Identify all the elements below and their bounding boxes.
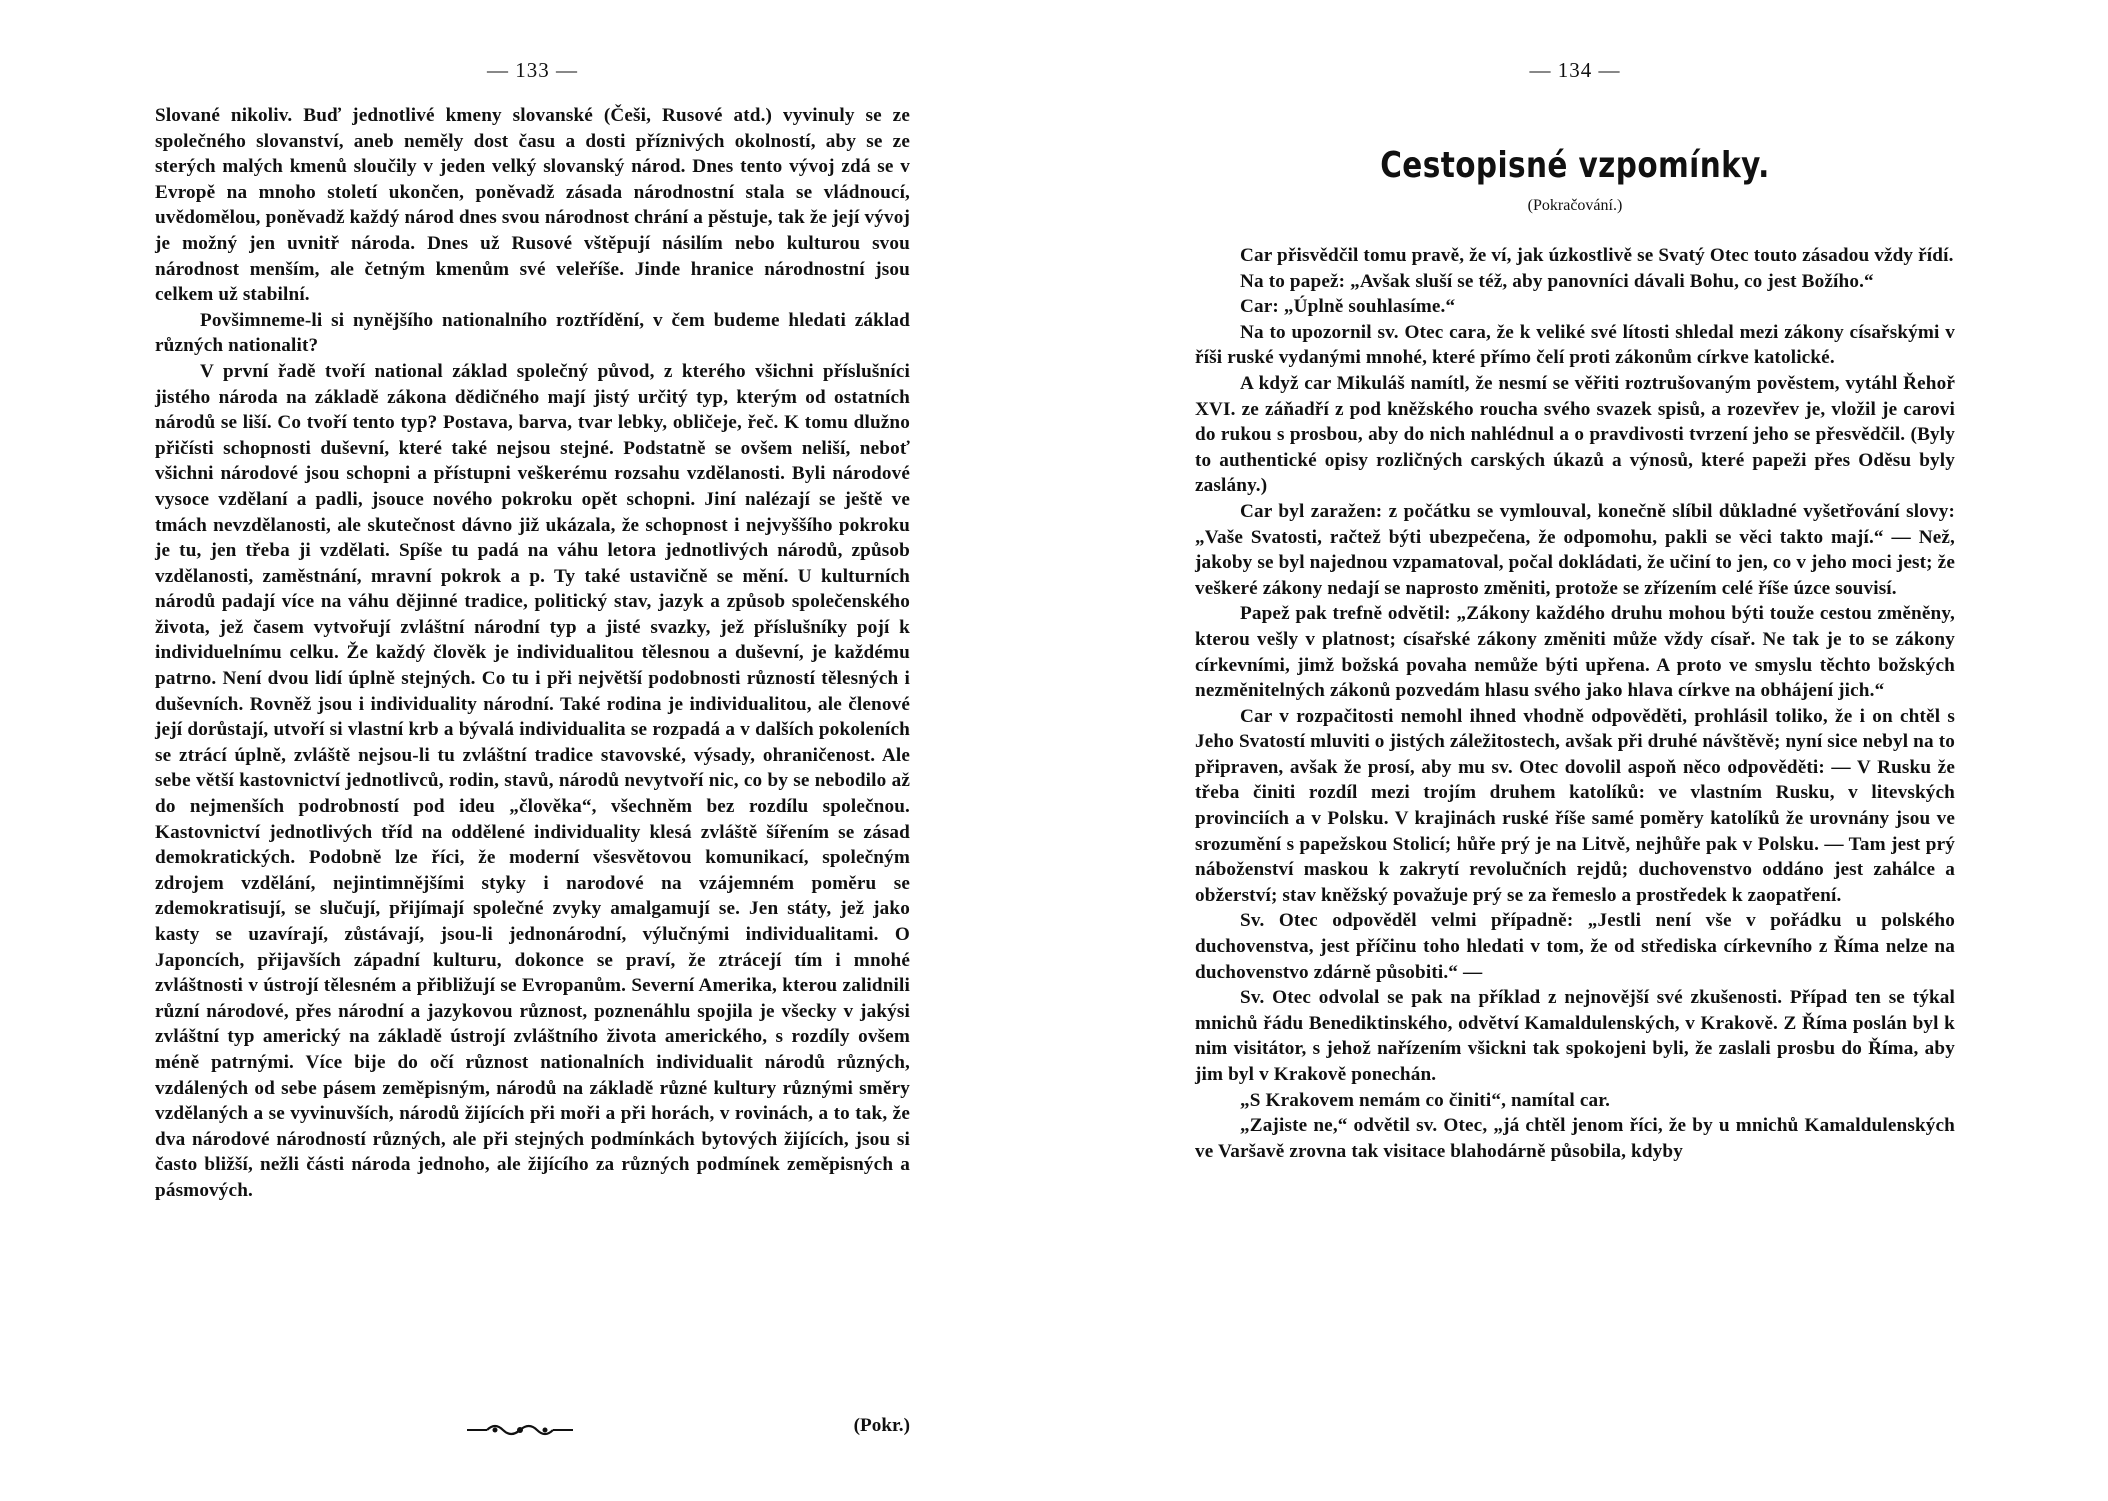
left-body-text <box>155 103 910 1204</box>
right-paragraph-3: Car: „Úplně souhlasíme.“ <box>1240 296 1456 318</box>
left-footer <box>155 1415 910 1445</box>
right-paragraph-7: Papež pak trefně odvětil: „Zákony každého druhu mohou býti touže cestou změněny, kterou vešly v platnost; císařské zákony změniti může vždy císař. Ne tak je to se zákony církevními, jimž božská povaha nemůže býti upřena. A proto ve smyslu těchto božských nezměnitelných zákonů pozvedám hlasu svého jako hlava církve na obhájení jich.“ <box>1195 603 1955 702</box>
right-paragraph-10: Sv. Otec odvolal se pak na příklad z nejnovější své zkušenosti. Případ ten se týkal mnichů řádu Benediktinského, odvětví Kamaldulenských, v Krakově. Z Říma poslán byl k nim visitátor, s jehož nařízením všickni tak spokojeni byli, že zaslali prosbu do Říma, aby jim byl v Krakově ponechán. <box>1195 987 1955 1085</box>
right-paragraph-1: Car přisvědčil tomu pravě, že ví, jak úzkostlivě se Svatý Otec touto zásadou vždy řídí. <box>1240 245 1954 266</box>
right-paragraph-9: Sv. Otec odpověděl velmi případně: „Jestli není vše v pořádku u polského duchovenstva, jest příčinu toho hledati v tom, že od střediska církevního z Říma nelze na duchovenstvo zdárně působiti.“ — <box>1195 910 1955 983</box>
right-paragraph-2: Na to papež: „Avšak sluší se též, aby panovníci dávali Bohu, co jest Božího.“ <box>1240 270 1874 292</box>
right-paragraph-5: A když car Mikuláš namítl, že nesmí se věřiti roztrušovaným pověstem, vytáhl Řehoř XVI. ze záňadří z pod kněžského roucha svého svazek spisů, a rozevřev je, vložil je carovi do rukou s prosbou, aby do nich nahlédnul a o pravdivosti tvrzení jeho se přesvědčil. (Byly to authentické opisy rozličných carských úkazů a výnosů, které papeži přes Oděsu byly zaslány.) <box>1195 372 1955 497</box>
left-paragraph-3: V první řadě tvoří national základ společný původ, z kterého všichni příslušníci jistého národa na základě zákona dědičného mají jistý určitý typ, kterým od ostatních národů se liší. Co tvoří tento typ? Postava, barva, tvar lebky, obličeje, řeč. K tomu dlužno přičísti schopnosti duševní, které také nejsou stejné. Podstatně se ovšem neliší, neboť všichni národové jsou schopni a přístupni veškerému rozsahu vzdělanosti. Byli národové vysoce vzdělaní a padli, jsouce nového pokroku opět schopni. Jiní nalézají se ještě ve tmách nevzdělanosti, ale skutečnost dávno již ukázala, že schopnost i nejvyššího pokroku je tu, jen třeba ji vzdělati. Spíše tu padá na váhu letora jednotlivých národů, způsob vzdělanosti, zaměstnání, mravní pokrok a p. Ty také ustavičně se mění. U kulturních národů padají více na váhu dějinné tradice, politický stav, jazyk a způsob společenského života, jež časem vytvořují zvláštní národní typ a jisté svazky, jež příslušníky pojí k individuelnímu celku. Že každý člověk je individualitou tělesnou a duševní, je každému patrno. Není dvou lidí úplně stejných. Co tu i při největší podobnosti růzností tělesných i duševních. Rovněž jsou i individuality národní. Také rodina je individualitou, ale členové její dorůstají, utvoří si vlastní krb a bývalá individualita se rozpadá a v dalších pokoleních se ztrácí úplně, zvláště nejsou-li tu zvláštní tradice stavovské, výsady, ohraničenost. Ale sebe větší kastovnictví jednotlivců, rodin, stavů, národů nevytvoří nic, co by se nebodilo až do nejmenších podrobností pod ideu „člověka“, všechněm bez rozdílu společnou. Kastovnictví jednotlivých tříd na oddělené individuality klesá zvláště šířením se zásad demokratických. Podobně lze říci, že moderní všesvětovou komunikací, společným zdrojem vzdělání, nejintimnějšími styky i narodové na vzájemném poměru se zdemokratisují, se slučují, přijímají společné zvyky amalgamují se. Jen státy, jež jako kasty se uzavírají, zůstávají, jsou-li jednonárodní, výlučnými individualitami. O Japoncích, přijavších západní kulturu, dokonce se praví, že ztrácejí tím i mnohé zvláštnosti v ústrojí tělesném a přibližují se Evropanům. Severní Amerika, kterou zalidnili různí národové, přes národní a jazykovou různost, poznenáhlu spojila je všecky v jakýsi zvláštní typ americký na základě ústrojí zvláštního života amerického, s rozdíly ovšem méně patrnými. Více bije do očí různost nationalních individualit národů různých, vzdálených od sebe pásem zeměpisným, národů na základě různé kultury různými směry vzdělaných a se vyvinuvších, národů žijících při moři a při horách, v rovinách, a to tak, že dva národové národností různých, ale při stejných podmínkách bytových žijících, jsou si často bližší, nežli části národa jednoho, ale žijícího za různých podmínek zeměpisných a pásmových. <box>155 360 910 1201</box>
right-paragraph-4: Na to upozornil sv. Otec cara, že k veliké své lítosti shledal mezi zákony císařskými v říši ruské vydanými mnohé, které přímo čelí proti zákonům církve katolické. <box>1195 321 1955 369</box>
right-body-text <box>1195 243 1955 1164</box>
article-subtitle: (Pokračování.) <box>1527 197 1623 214</box>
right-paragraph-8: Car v rozpačitosti nemohl ihned vhodně odpověděti, prohlásil toliko, že i on chtěl s Jeho Svatostí mluviti o jistých záležitostech, avšak při druhé návštěvě; nyní sice nebyl na to připraven, avšak že prosí, aby mu sv. Otec dovolil aspoň něco odpověděti: — V Rusku že třeba činiti rozdíl mezi trojím druhem katolíků: ve vlastním Rusku, v litevských provinciích a v Polsku. V krajinách ruské říše samé poměry katolíků že urovnány jsou ve srozumění s papežskou Stolicí; hůře prý je na Litvě, nejhůře pak v Polsku. — Tam jest prý náboženství maskou k zakrytí revolučních rejdů; duchovenstvo oddáno jest zahálce a obžerství; stav kněžský považuje prý se za řemeslo a prostředek k zaopatření. <box>1195 705 1955 906</box>
right-paragraph-6: Car byl zaražen: z počátku se vymlouval, konečně slíbil důkladné vyšetřování slovy: „Vaše Svatosti, račtež býti ubezpečena, že odpomohu, pakli se věci takto mají.“ — Než, jakoby se byl najednou vzpamatoval, počal dokládati, že učiní to jen, co v jeho moci jest; že veškeré zákony nedají se naprosto změniti, protože se zřízením celé říše úzce souvisí. <box>1195 500 1955 599</box>
continuation-note: (Pokr.) <box>853 1415 910 1436</box>
left-paragraph-2: Povšimneme-li si nynějšího nationalního roztřídění, v čem budeme hledati základ různých nationalit? <box>155 309 910 357</box>
article-title: Cestopisné vzpomínky. <box>1380 145 1770 186</box>
right-paragraph-11: „S Krakovem nemám co činiti“, namítal car. <box>1240 1089 1611 1111</box>
left-paragraph-1: Slované nikoliv. Buď jednotlivé kmeny slovanské (Češi, Rusové atd.) vyvinuly se ze společného slovanství, aneb neměly dost času a dosti příznivých okolností, aby se ze sterých malých kmenů sloučily v jeden velký slovanský národ. Dnes tento vývoj zdá se v Evropě na mnoho století ukončen, poněvadž zásada národnostní stala se vládnoucí, uvědomělou, poněvadž každý národ dnes svou národnost chrání a pěstuje, tak že její vývoj je možný jen uvnitř národa. Dnes už Rusové vštěpují násilím nebo kulturou svou národnost menším, ale četným kmenům své veleříše. Jinde hranice národnostní jsou celkem už stabilní. <box>155 105 910 306</box>
page-number-left: — 133 — <box>487 58 578 82</box>
right-paragraph-12: „Zajiste ne,“ odvětil sv. Otec, „já chtěl jenom říci, že by u mnichů Kamaldulenských ve Varšavě zrovna tak visitace blahodárně působila, kdyby <box>1195 1115 1955 1162</box>
decorative-flourish-icon <box>465 1421 575 1439</box>
page-number-right: — 134 — <box>1529 58 1621 82</box>
